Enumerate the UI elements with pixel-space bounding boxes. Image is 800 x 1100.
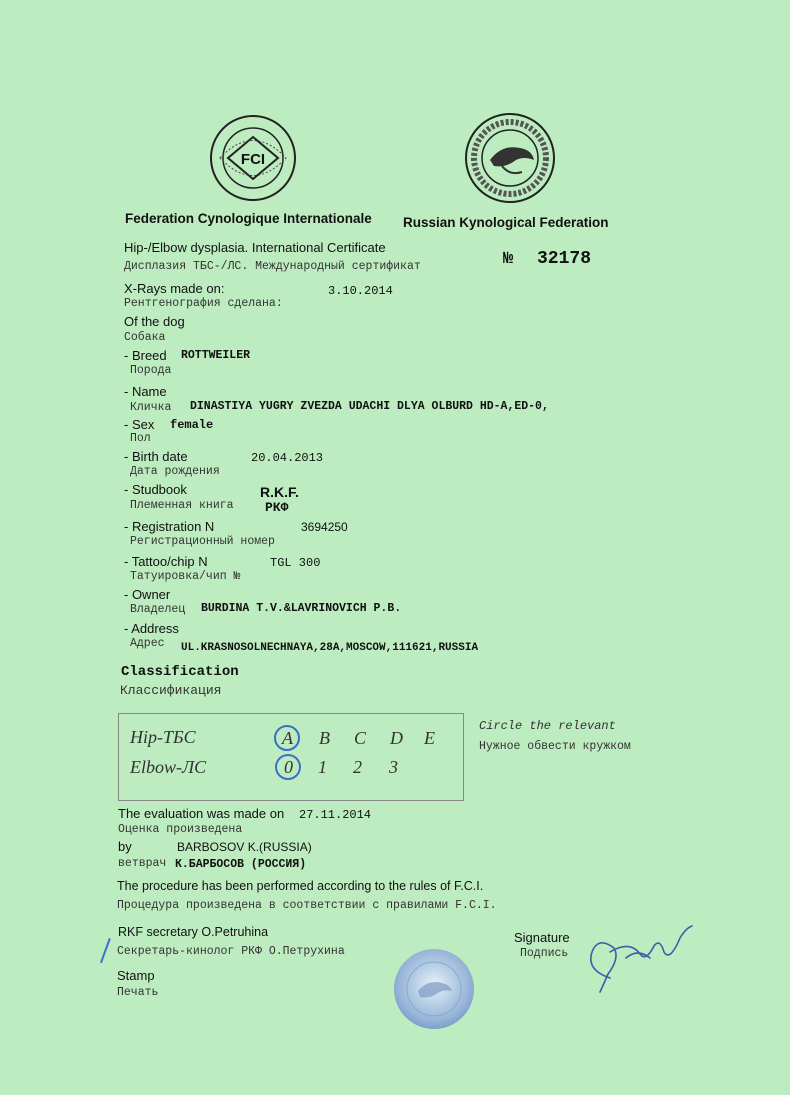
name-label-ru: Кличка <box>130 401 172 414</box>
hologram-stamp <box>392 947 476 1031</box>
secretary-en: RKF secretary O.Petruhina <box>118 925 269 939</box>
number-sign: № <box>503 250 514 269</box>
elbow-label: Elbow-ЛС <box>130 757 207 777</box>
xrays-date: 3.10.2014 <box>328 284 393 298</box>
evaluation-label-en: The evaluation was made on <box>118 806 285 821</box>
rkf-logo <box>462 110 558 206</box>
fci-logo-text: FCI <box>240 151 266 168</box>
classification-heading-ru: Классификация <box>120 683 222 698</box>
hip-grade-c[interactable]: C <box>354 728 367 748</box>
owner-label-en: - Owner <box>124 587 171 602</box>
by-label-en: by <box>118 839 132 854</box>
elbow-grade-2[interactable]: 2 <box>353 757 362 777</box>
owner-label-ru: Владелец <box>130 603 186 616</box>
name-label-en: - Name <box>124 384 167 399</box>
studbook-label-ru: Племенная книга <box>130 499 234 512</box>
circle-note-ru: Нужное обвести кружком <box>479 740 631 753</box>
breed-label-ru: Порода <box>130 364 172 377</box>
breed-value: ROTTWEILER <box>181 349 251 362</box>
signature-label-en: Signature <box>514 930 570 945</box>
procedure-en: The procedure has been performed according to the rules of F.C.I. <box>117 879 484 893</box>
xrays-label-ru: Рентгенография сделана: <box>124 297 283 310</box>
studbook-label-en: - Studbook <box>124 482 187 497</box>
vet-name-ru: К.БАРБОСОВ (РОССИЯ) <box>175 858 307 871</box>
hip-grade-a[interactable]: A <box>282 728 293 748</box>
elbow-grade-1[interactable]: 1 <box>318 757 327 777</box>
evaluation-date: 27.11.2014 <box>299 808 372 822</box>
sex-value: female <box>170 418 214 432</box>
address-value: UL.KRASNOSOLNECHNAYA,28A,MOSCOW,111621,RUSSIA <box>181 642 479 654</box>
procedure-ru: Процедура произведена в соответствии с правилами F.C.I. <box>117 899 497 912</box>
hip-selected-circle <box>274 725 300 751</box>
signature-label-ru: Подпись <box>520 947 569 960</box>
registration-label-en: - Registration N <box>124 519 215 534</box>
hip-label: Hip-ТБС <box>130 727 196 747</box>
dog-heading-ru: Собака <box>124 331 166 344</box>
stamp-label-en: Stamp <box>117 968 155 983</box>
studbook-value-en: R.K.F. <box>260 484 299 500</box>
signature-scribble <box>580 918 700 996</box>
by-label-ru: ветврач <box>118 857 167 870</box>
certificate-number: 32178 <box>537 249 592 269</box>
registration-value: 3694250 <box>301 520 348 534</box>
sex-label-ru: Пол <box>130 432 151 445</box>
certificate-title-ru: Дисплазия ТБС-/ЛС. Международный сертификат <box>124 260 421 273</box>
studbook-value-ru: РКФ <box>265 500 289 515</box>
stamp-label-ru: Печать <box>117 986 159 999</box>
evaluation-label-ru: Оценка произведена <box>118 823 243 836</box>
fci-logo <box>208 113 298 203</box>
address-label-en: - Address <box>124 621 179 636</box>
hip-grade-d[interactable]: D <box>390 728 403 748</box>
fci-org-name: Federation Cynologique Internationale <box>125 211 372 226</box>
breed-label-en: - Breed <box>124 348 167 363</box>
registration-label-ru: Регистрационный номер <box>130 535 275 548</box>
address-label-ru: Адрес <box>130 637 165 650</box>
elbow-selected-circle <box>275 754 301 780</box>
tattoo-value: TGL 300 <box>270 556 321 570</box>
circle-note-en: Circle the relevant <box>479 719 616 733</box>
certificate-title-en: Hip-/Elbow dysplasia. International Certificate <box>124 240 386 255</box>
birth-value: 20.04.2013 <box>251 451 324 465</box>
sex-label-en: - Sex <box>124 417 155 432</box>
hip-grade-b[interactable]: B <box>319 728 330 748</box>
classification-heading-en: Classification <box>121 664 239 680</box>
dog-name-value: DINASTIYA YUGRY ZVEZDA UDACHI DLYA OLBURD HD-A,ED-0, <box>190 400 549 413</box>
vet-name-en: BARBOSOV K.(RUSSIA) <box>177 840 312 854</box>
birth-label-ru: Дата рождения <box>130 465 220 478</box>
xrays-label-en: X-Rays made on: <box>124 281 225 296</box>
dog-heading-en: Of the dog <box>124 314 185 329</box>
tattoo-label-en: - Tattoo/chip N <box>124 554 208 569</box>
secretary-ru: Секретарь-кинолог РКФ О.Петрухина <box>117 945 345 958</box>
tattoo-label-ru: Татуировка/чип № <box>130 570 241 583</box>
rkf-org-name: Russian Kynological Federation <box>403 215 609 230</box>
elbow-grade-0[interactable]: 0 <box>284 757 293 777</box>
elbow-grade-3[interactable]: 3 <box>389 757 398 777</box>
owner-value: BURDINA T.V.&LAVRINOVICH P.B. <box>201 602 402 615</box>
birth-label-en: - Birth date <box>124 449 188 464</box>
hip-grade-e[interactable]: E <box>424 728 435 748</box>
